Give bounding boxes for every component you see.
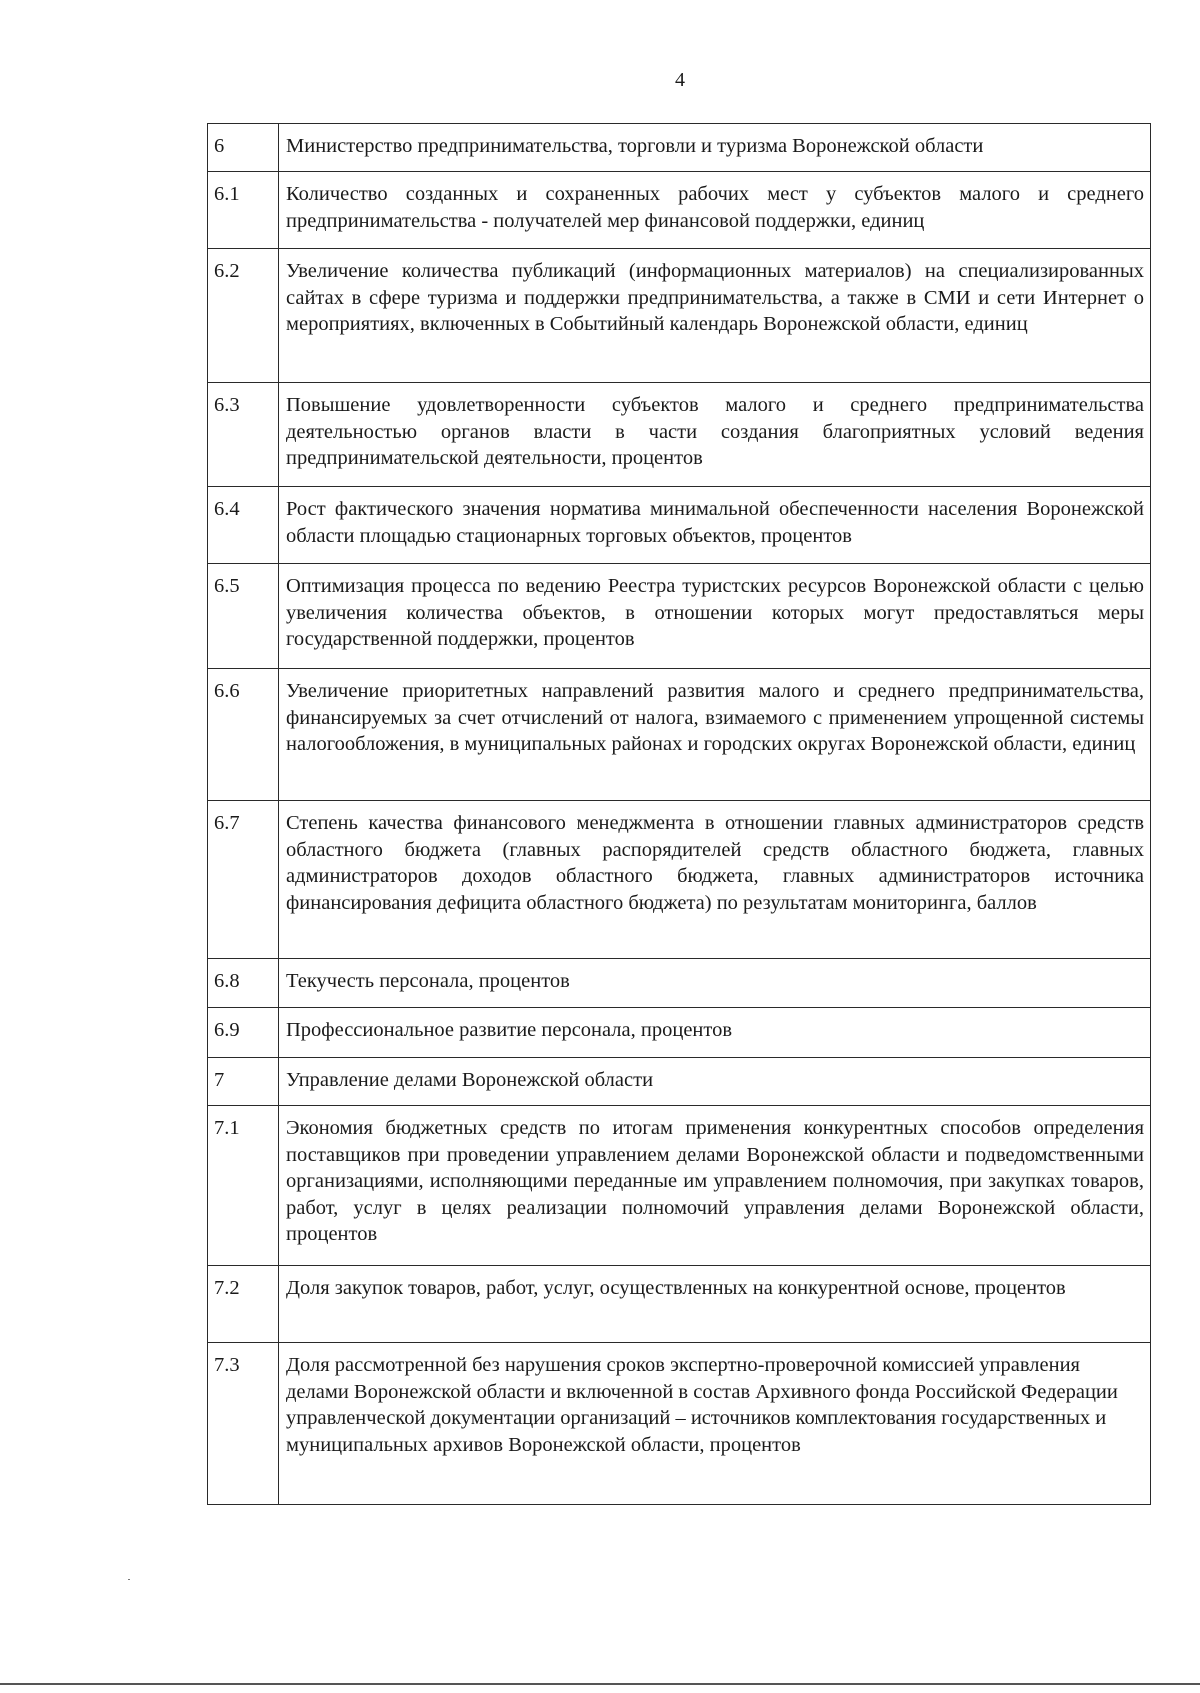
table-row bbox=[208, 124, 1151, 172]
row-text: Экономия бюджетных средств по итогам применения конкурентных способов определения поставщиков при проведении управлением делами Воронежской области и подведомственными организациями, исполняющими переданные им управлением полномочия, при закупках товаров, работ, услуг в целях реализации полномочий управления делами Воронежской области, процентов bbox=[279, 1106, 1151, 1266]
table-row bbox=[208, 801, 1151, 959]
row-text: Управление делами Воронежской области bbox=[279, 1058, 1151, 1106]
table-row bbox=[208, 669, 1151, 801]
row-text: Министерство предпринимательства, торговли и туризма Воронежской области bbox=[279, 124, 1151, 172]
row-number: 6.5 bbox=[208, 564, 279, 669]
scan-speck bbox=[128, 1579, 130, 1580]
table-row bbox=[208, 1106, 1151, 1266]
row-text: Увеличение приоритетных направлений развития малого и среднего предпринимательства, финансируемых за счет отчислений от налога, взимаемого с применением упрощенной системы налогообложения, в муниципальных районах и городских округах Воронежской области, единиц bbox=[279, 669, 1151, 801]
row-number: 6.7 bbox=[208, 801, 279, 959]
table-row bbox=[208, 383, 1151, 487]
page-number: 4 bbox=[675, 69, 685, 91]
table-row bbox=[208, 959, 1151, 1008]
table-row bbox=[208, 564, 1151, 669]
table-row bbox=[208, 1343, 1151, 1505]
row-text: Доля рассмотренной без нарушения сроков экспертно-проверочной комиссией управления делами Воронежской области и включенной в состав Архивного фонда Российской Федерации управленческой документации организаций – источников комплектования государственных и муниципальных архивов Воронежской области, процентов bbox=[279, 1343, 1151, 1505]
row-number: 6 bbox=[208, 124, 279, 172]
row-text: Степень качества финансового менеджмента в отношении главных администраторов средств областного бюджета (главных распорядителей средств областного бюджета, главных администраторов доходов областного бюджета, главных администраторов источника финансирования дефицита областного бюджета) по результатам мониторинга, баллов bbox=[279, 801, 1151, 959]
row-number: 6.8 bbox=[208, 959, 279, 1008]
row-number: 6.6 bbox=[208, 669, 279, 801]
row-text: Текучесть персонала, процентов bbox=[279, 959, 1151, 1008]
row-number: 6.3 bbox=[208, 383, 279, 487]
row-text: Рост фактического значения норматива минимальной обеспеченности населения Воронежской области площадью стационарных торговых объектов, процентов bbox=[279, 487, 1151, 564]
row-number: 7 bbox=[208, 1058, 279, 1106]
row-text: Оптимизация процесса по ведению Реестра туристских ресурсов Воронежской области с целью увеличения количества объектов, в отношении которых могут предоставляться меры государственной поддержки, процентов bbox=[279, 564, 1151, 669]
table-row bbox=[208, 1058, 1151, 1106]
row-text: Профессиональное развитие персонала, процентов bbox=[279, 1008, 1151, 1058]
table-row bbox=[208, 249, 1151, 383]
row-number: 6.2 bbox=[208, 249, 279, 383]
row-text: Повышение удовлетворенности субъектов малого и среднего предпринимательства деятельностью органов власти в части создания благоприятных условий ведения предпринимательской деятельности, процентов bbox=[279, 383, 1151, 487]
row-text: Увеличение количества публикаций (информационных материалов) на специализированных сайтах в сфере туризма и поддержки предпринимательства, а также в СМИ и сети Интернет о мероприятиях, включенных в Событийный календарь Воронежской области, единиц bbox=[279, 249, 1151, 383]
table-row bbox=[208, 172, 1151, 249]
table-row bbox=[208, 1008, 1151, 1058]
row-text: Количество созданных и сохраненных рабочих мест у субъектов малого и среднего предпринимательства - получателей мер финансовой поддержки, единиц bbox=[279, 172, 1151, 249]
table-row bbox=[208, 487, 1151, 564]
page-bottom-rule bbox=[0, 1683, 1200, 1685]
row-text: Доля закупок товаров, работ, услуг, осуществленных на конкурентной основе, процентов bbox=[279, 1266, 1151, 1343]
row-number: 7.1 bbox=[208, 1106, 279, 1266]
row-number: 6.4 bbox=[208, 487, 279, 564]
row-number: 6.1 bbox=[208, 172, 279, 249]
row-number: 7.2 bbox=[208, 1266, 279, 1343]
indicators-table bbox=[207, 123, 1151, 1505]
table-row bbox=[208, 1266, 1151, 1343]
row-number: 6.9 bbox=[208, 1008, 279, 1058]
row-number: 7.3 bbox=[208, 1343, 279, 1505]
